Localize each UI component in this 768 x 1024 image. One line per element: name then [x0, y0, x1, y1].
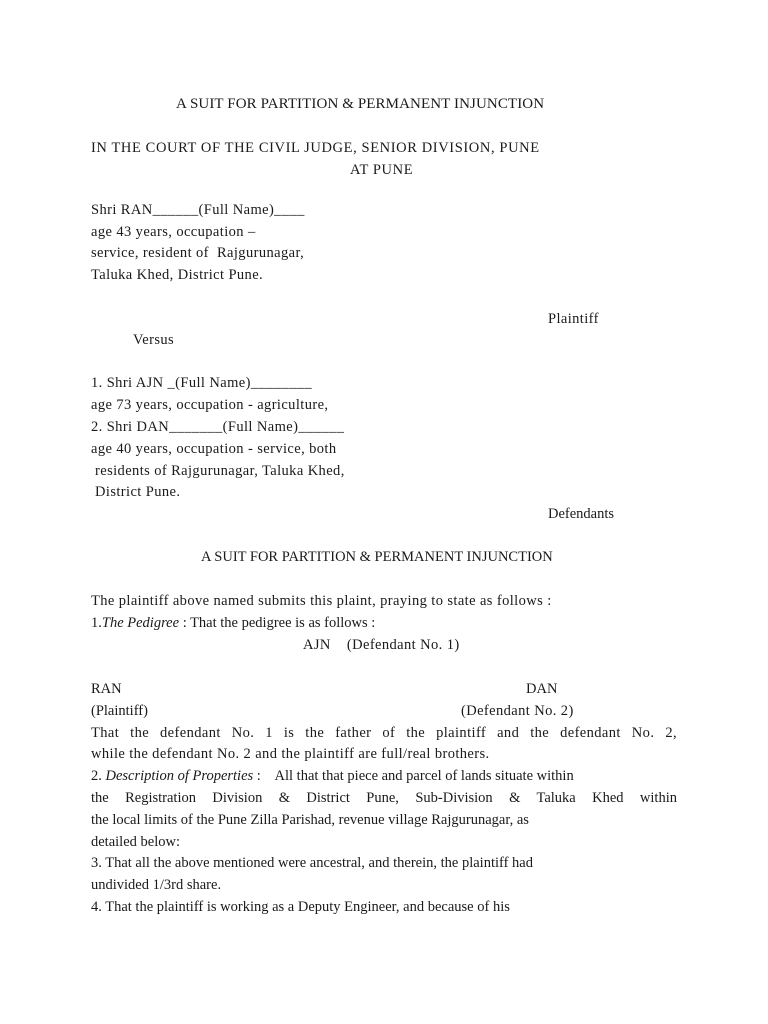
pedigree-right-name: DAN [526, 681, 558, 697]
pedigree-right-role: (Defendant No. 2) [461, 703, 574, 719]
pedigree-top: AJN (Defendant No. 1) [303, 637, 460, 653]
defendant-line-4: age 40 years, occupation - service, both [91, 441, 337, 457]
defendants-label: Defendants [548, 506, 615, 522]
para-3-line-2: undivided 1/3rd share. [91, 877, 222, 893]
plaintiff-line-3: service, resident of Rajgurunagar, [91, 245, 305, 261]
para-1-number: 1. [91, 615, 102, 631]
pedigree-left-role: (Plaintiff) [91, 703, 148, 719]
para-2-line-3: the local limits of the Pune Zilla Parishad, revenue village Rajgurunagar, as [91, 812, 529, 828]
plaintiff-line-2: age 43 years, occupation – [91, 224, 256, 240]
para-2-number: 2. [91, 768, 106, 784]
plaintiff-label: Plaintiff [548, 311, 599, 327]
relationship-line-2: while the defendant No. 2 and the plaintiff are full/real brothers. [91, 746, 490, 762]
defendant-line-5: residents of Rajgurunagar, Taluka Khed, [91, 463, 345, 479]
para-4-line-1: 4. That the plaintiff is working as a Deputy Engineer, and because of his [91, 899, 510, 915]
plaintiff-line-1: Shri RAN______(Full Name)____ [91, 202, 305, 218]
defendant-line-1: 1. Shri AJN _(Full Name)________ [91, 375, 313, 391]
relationship-line-1: That the defendant No. 1 is the father of the plaintiff and the defendant No. 2, [91, 725, 677, 741]
intro-line: The plaintiff above named submits this plaint, praying to state as follows : [91, 593, 552, 609]
para-3-line-1: 3. That all the above mentioned were ancestral, and therein, the plaintiff had [91, 855, 533, 871]
para-2-text: : All that that piece and parcel of lands situate within [253, 768, 574, 784]
defendant-line-6: District Pune. [91, 484, 181, 500]
para-1-line [91, 614, 375, 632]
para-1-heading: The Pedigree [101, 615, 180, 631]
para-2-heading: Description of Properties [105, 768, 254, 784]
defendant-line-2: age 73 years, occupation - agriculture, [91, 397, 329, 413]
main-title: A SUIT FOR PARTITION & PERMANENT INJUNCTION [176, 96, 545, 112]
court-line-1: IN THE COURT OF THE CIVIL JUDGE, SENIOR DIVISION, PUNE [91, 140, 540, 156]
para-2-line-2: the Registration Division & District Pune, Sub-Division & Taluka Khed within [91, 790, 677, 806]
section-title: A SUIT FOR PARTITION & PERMANENT INJUNCTION [201, 549, 553, 565]
para-2-line-4: detailed below: [91, 834, 180, 850]
para-1-text: : That the pedigree is as follows : [179, 615, 376, 631]
defendant-line-3: 2. Shri DAN_______(Full Name)______ [91, 419, 345, 435]
para-2-line [91, 767, 574, 785]
plaintiff-line-4: Taluka Khed, District Pune. [91, 267, 264, 283]
court-line-2: AT PUNE [350, 162, 414, 178]
versus-label: Versus [133, 332, 175, 348]
pedigree-left-name: RAN [91, 681, 122, 697]
